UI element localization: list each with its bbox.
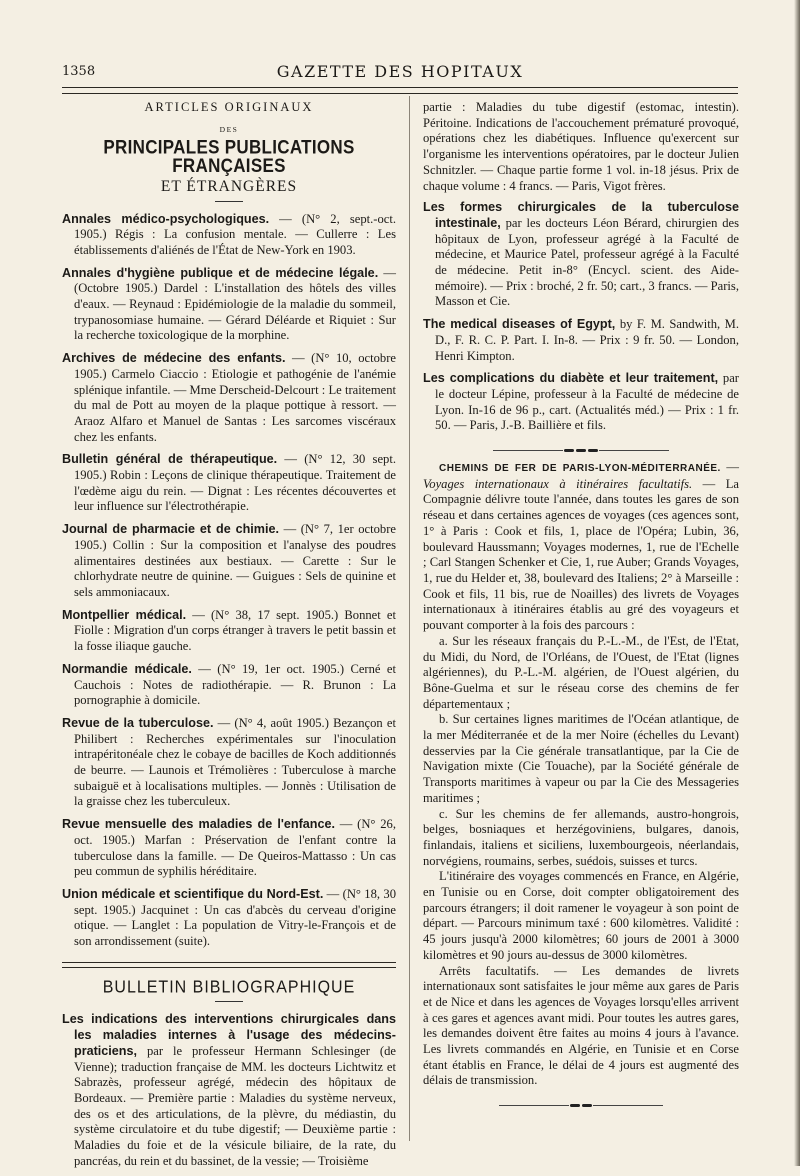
journal-entry	[62, 266, 396, 345]
book-details: by F. M. Sandwith, M. D., F. R. C. P. Part. I. In-8. — Prix : 9 fr. 50. — London, Henri Kimpton.	[435, 317, 739, 363]
section-title-line1: PRINCIPALES PUBLICATIONS FRANÇAISES	[103, 136, 355, 177]
running-title: GAZETTE DES HOPITAUX	[276, 62, 524, 81]
title-short-rule	[215, 201, 243, 202]
journal-entry	[62, 887, 396, 950]
journal-name: Revue de la tuberculose.	[62, 715, 214, 730]
journal-name: Annales médico-psychologiques.	[62, 211, 270, 226]
journal-contents: — (N° 12, 30 sept. 1905.) Robin : Leçons de clinique thérapeutique. Traitement de l'œdème aigu du rein. — Dignat : Les récentes découvertes et leur influence sur l'électrothérapie.	[74, 452, 396, 514]
header-rule	[62, 87, 738, 94]
journal-contents: — (N° 26, oct. 1905.) Marfan : Préservation de l'enfant contre la tuberculose dans la famille. — De Queiros-Mattasso : Un cas peu commun de syphilis héréditaire.	[74, 817, 396, 879]
journal-contents: — (N° 10, octobre 1905.) Carmelo Ciaccio : Etiologie et pathogénie de l'anémie splénique infantile. — Mme Derscheid-Delcourt : Le traitement du mal de Pott au moyen de la plaque pottique à ressort. — Araoz Alfaro et Manuel de Santas : Les sarcomes viscéraux chez les enfants.	[74, 351, 396, 444]
journal-name: Annales d'hygiène publique et de médecine légale.	[62, 265, 379, 280]
page-number: 1358	[62, 64, 96, 79]
book-details: par les docteurs Léon Bérard, chirurgien des hôpitaux de Lyon, professeur agrégé à la Faculté de médecine, et Maurice Patel, professeur agrégé à la Faculté de médecine. Petit in-8° (Encycl. scient. des Aide-mémoire). — Prix : broché, 2 fr. 50; cart., 3 francs. — Paris, Masson et Cie.	[435, 215, 739, 309]
journal-entry	[62, 608, 396, 655]
railway-paragraph-2: L'itinéraire des voyages commencés en France, en Algérie, en Tunisie ou en Corse, doit compter obligatoirement des parcours étrangers; il doit ramener le voyageur à son point de départ. — Parcours minimum taxé : 600 kilomètres. Validité : 45 jours jusqu'à 2000 kilomètres; 60 jours de 2001 à 3000 kilomètres et 90 jours au-dessus de 3000 kilomètres.	[423, 869, 739, 962]
bibliography-entry	[423, 317, 739, 364]
page-header	[62, 62, 738, 86]
journal-contents: — (N° 18, 30 sept. 1905.) Jacquinet : Un cas d'abcès du cerveau d'origine otique. — Langlet : La population de Vitry-le-François et de son arrondissement (suite).	[74, 886, 396, 949]
journal-contents: — (Octobre 1905.) Dardel : L'installation des hôtels des villes d'eaux. — Reynaud : Epidémiologie de la maladie du sommeil, trypanosomiase humaine. — Gérard Déléarde et Riquiet : Sur la recherche toxicologique de la morphine.	[74, 265, 396, 343]
journal-name: Montpellier médical.	[62, 607, 187, 622]
railway-subtitle: Voyages internationaux à itinéraires facultatifs.	[423, 476, 693, 491]
journal-name: Bulletin général de thérapeutique.	[62, 452, 278, 467]
railway-item-a: a. Sur les réseaux français du P.-L.-M., de l'Est, de l'Etat, du Midi, du Nord, de l'Orléans, de l'Ouest, de l'Etat (lignes algériennes), du P.-L.-M. algérien, de l'Ouest algérien, du Bône-Guelma et sur le réseau corse des chemins de fer départementaux ;	[423, 633, 739, 711]
railway-paragraph-3: Arrêts facultatifs. — Les demandes de livrets internationaux sont satisfaites le jour même aux gares de Paris et de Nice et dans les agences de Voyages lorsqu'elles arrivent à ces gares et agences avant midi. Pour toutes les autres gares, les demandes doivent être faites au moins 4 jours à l'avance. Les livrets commandés en Algérie, en Tunisie et en Corse étant établis en France, le délai de 4 jours est augmenté des délais de transmission.	[423, 963, 739, 1088]
journal-entry	[62, 522, 396, 601]
journal-name: Union médicale et scientifique du Nord-Est.	[62, 886, 324, 901]
book-details: par le docteur Lépine, professeur à la Faculté de médecine de Lyon. In-16 de 96 p., cart. (Actualités méd.) — Prix : 1 fr. 50. — Paris, J.-B. Baillière et fils.	[435, 371, 739, 433]
journal-contents: — (N° 19, 1er oct. 1905.) Cerné et Cauchois : Notes de radiothérapie. — R. Brunon : La pornographie à domicile.	[74, 661, 396, 708]
left-column	[62, 100, 396, 1176]
book-details: par le professeur Hermann Schlesinger (de Vienne); traduction française de MM. les docteurs Lichtwitz et Sabrazès, professeur agrégé, médecin des hôpitaux de Bordeaux. — Première partie : Maladies du système nerveux, des os et des articulations, de la plèvre, du médiastin, du système circulatoire et du tube digestif; — Deuxième partie : Maladies du foie et de la vésicule biliaire, de la rate, du pancréas, du rein et du bassinet, de la vessie; — Troisième	[74, 1043, 396, 1168]
bulletin-title: BULLETIN BIBLIOGRAPHIQUE	[102, 977, 356, 997]
right-column	[423, 100, 739, 1115]
journal-entry	[62, 662, 396, 709]
journal-name: Archives de médecine des enfants.	[62, 351, 286, 366]
railway-paragraph-1: — La Compagnie délivre toute l'année, dans toutes les gares de son réseau et dans certaines agences de voyages (ces agences sont, 1° à Paris : Cook et fils, 1, place de l'Opéra; Lubin, 36, boulevard Haussmann; Voyages modernes, 1, rue de l'Echelle ; Carl Stangen Schenker et Cie, 1, rue Auber; Grands Voyages, 1, rue du Helder et, 38, boulevard des Italiens; 2° à Marseille : Cook et fils, 11 bis, rue de Noailles) des livrets de Voyages internationaux à itinéraires établis au gré des voyageurs et pouvant comporter à la fois des parcours :	[423, 476, 739, 633]
journal-contents: — (N° 4, août 1905.) Bezançon et Philibert : Recherches expérimentales sur l'inoculation intrapéritonéale chez le cobaye de bacilles de Koch additionnés de beurre. — Launois et Trémolières : Tuberculose à marche subaiguë et à localisations multiples. — Jonnès : Utilisation de la graisse chez les tuberculeux.	[74, 715, 396, 809]
section-title-line2: ET ÉTRANGÈRES	[160, 177, 298, 195]
section-kicker-small: DES	[219, 124, 239, 134]
journal-entry	[62, 212, 396, 259]
ornament-divider	[423, 442, 739, 452]
journal-name: Journal de pharmacie et de chimie.	[62, 522, 280, 537]
bulletin-short-rule	[215, 1001, 243, 1002]
journal-entry	[62, 351, 396, 445]
journal-contents: — (N° 7, 1er octobre 1905.) Collin : Sur la composition et l'analyse des poudres alimentaires destinées aux bestiaux. — Carette : Sur le chlorhydrate neutre de quinine. — Guigues : Sels de quinine et sels ammoniacaux.	[74, 522, 397, 599]
column-divider	[409, 96, 410, 1141]
railway-item-b: b. Sur certaines lignes maritimes de l'Océan atlantique, de la mer Méditerranée et de la mer Noire (échelles du Levant) desservies par la Cie générale transatlantique, par la Cie de Navigation mixte (Cie Touache), par la Société générale de Transports maritimes à vapeur ou par la Cie des Messageries maritimes ;	[423, 712, 739, 805]
end-ornament	[423, 1097, 739, 1107]
railway-heading: CHEMINS DE FER DE PARIS-LYON-MÉDITERRANÉE.	[439, 463, 721, 475]
journal-contents: — (N° 2, sept.-oct. 1905.) Régis : La confusion mentale. — Cullerre : Les établissements d'aliénés de l'État de New-York en 1903.	[74, 211, 396, 257]
section-kicker: ARTICLES ORIGINAUX	[144, 100, 314, 114]
journal-entry	[62, 452, 396, 515]
journal-contents: — (N° 38, 17 sept. 1905.) Bonnet et Fiolle : Migration d'un corps étranger à travers le petit bassin et la fosse iliaque gauche.	[74, 607, 396, 654]
journal-entry	[62, 817, 396, 880]
railway-notice: CHEMINS DE FER DE PARIS-LYON-MÉDITERRANÉE. — Voyages internationaux à itinéraires facultatifs. — La Compagnie délivre toute l'année, dans toutes les gares de son réseau et dans certaines agences de voyages (ces agences sont, 1° à Paris : Cook et fils, 1, place de l'Opéra; Lubin, 36, boulevard Haussmann; Voyages modernes, 1, rue de l'Echelle ; Carl Stangen Schenker et Cie, 1, rue Auber; Grands Voyages, 1, rue du Helder et, 38, boulevard des Italiens; 2° à Marseille : Cook et fils, 11 bis, rue de Noailles) des livrets de Voyages internationaux à itinéraires établis au gré des voyageurs et pouvant comporter à la fois des parcours :	[423, 460, 739, 633]
railway-item-c: c. Sur les chemins de fer allemands, austro-hongrois, belges, bosniaques et herzégoviniens, bulgares, danois, finlandais, italiens et siciliens, luxembourgeois, néerlandais, norvégiens, roumains, serbes, suédois, suisses et turcs.	[423, 806, 739, 868]
journal-name: Normandie médicale.	[62, 661, 192, 676]
journal-entry	[62, 716, 396, 810]
bibliography-entry	[423, 200, 739, 310]
book-title: The medical diseases of Egypt,	[423, 317, 616, 332]
journal-name: Revue mensuelle des maladies de l'enfance.	[62, 817, 335, 832]
bulletin-rule	[62, 962, 396, 968]
bibliography-entry	[62, 1012, 396, 1169]
book-title: Les indications des interventions chirurgicales dans les maladies internes à l'usage des médecins-praticiens,	[62, 1012, 396, 1058]
book-title: Les formes chirurgicales de la tuberculose intestinale,	[423, 200, 739, 230]
page-edge-shadow	[794, 0, 800, 1166]
book-title: Les complications du diabète et leur traitement,	[423, 371, 719, 386]
bibliography-continued: partie : Maladies du tube digestif (estomac, intestin). Péritoine. Indications de l'accouchement prématuré provoqué, opérations chez les diabétiques. Influence qu'exercent sur l'organisme les interventions opératoires, par le docteur Julien Schnitzler. — Chaque partie forme 1 vol. in-18 jésus. Prix de chaque volume : 4 francs. — Paris, Vigot frères.	[423, 100, 739, 193]
bibliography-entry	[423, 371, 739, 434]
